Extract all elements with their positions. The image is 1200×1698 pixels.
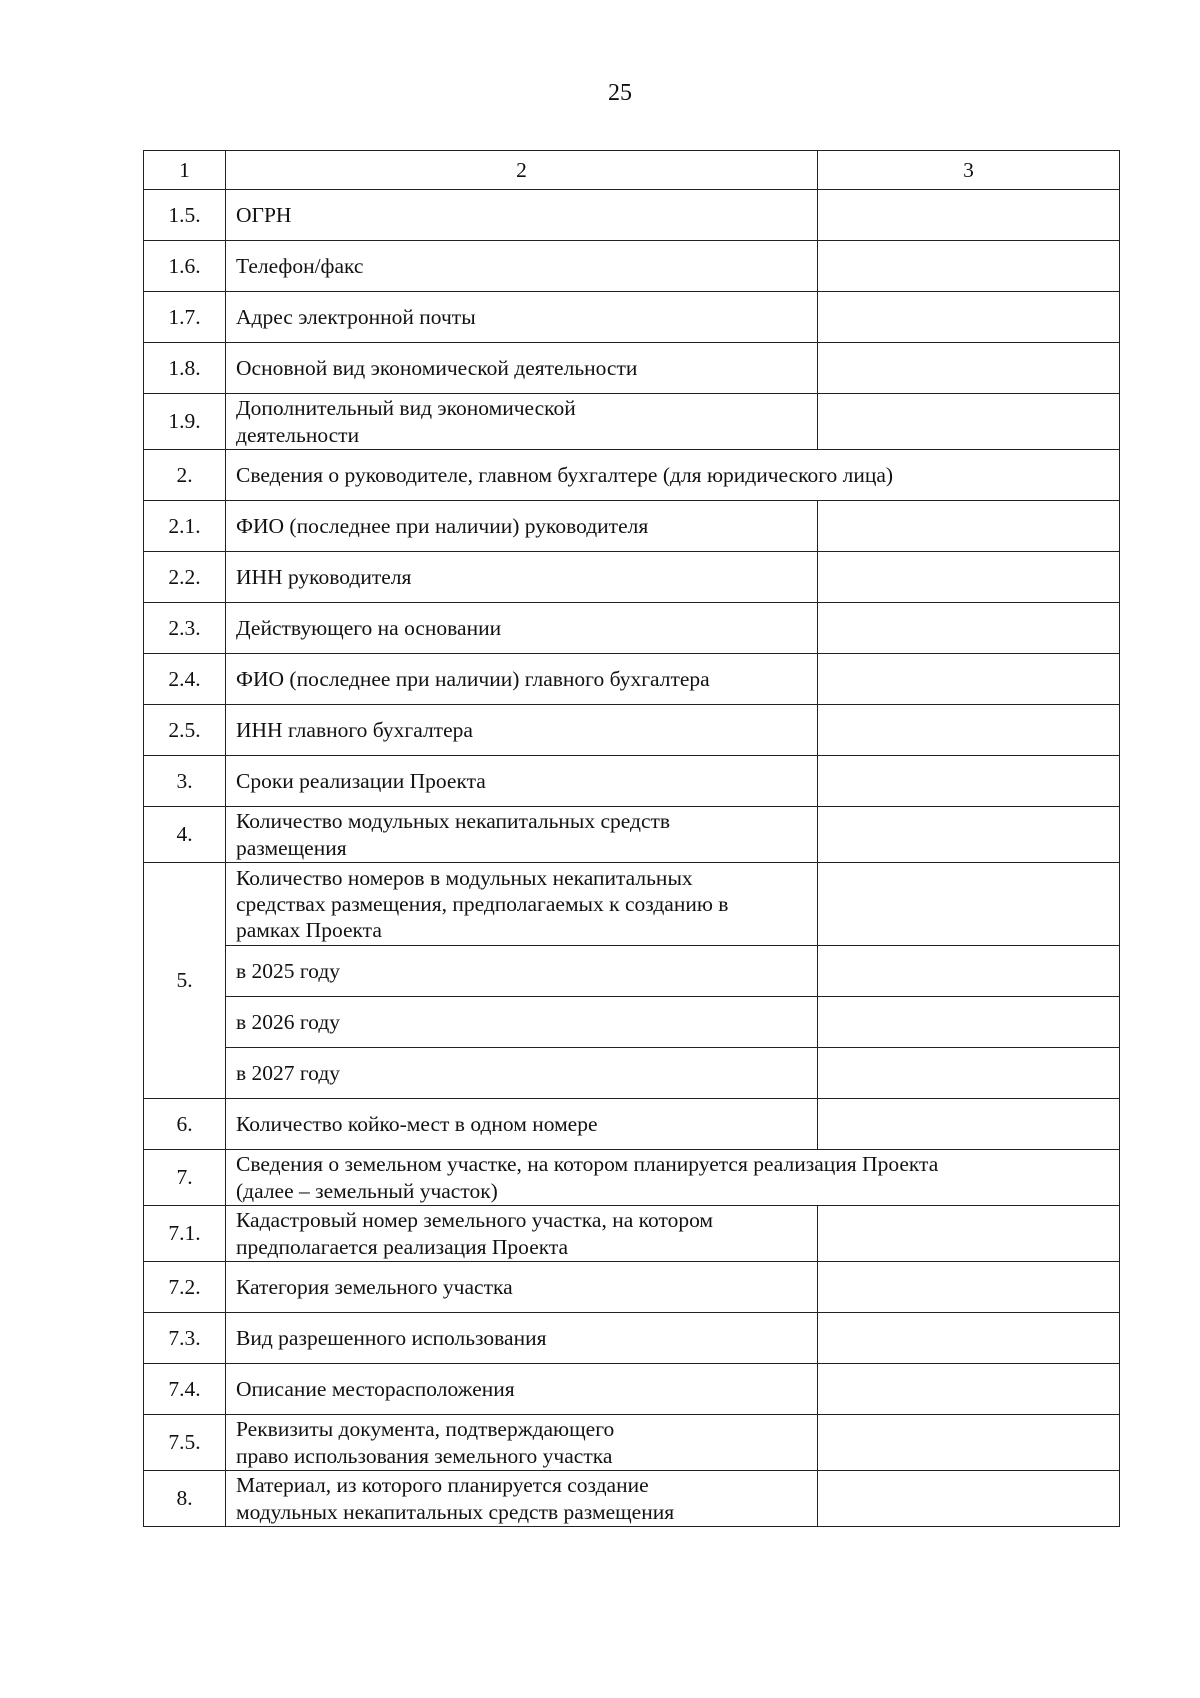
row-value-cell[interactable] bbox=[818, 997, 1120, 1048]
row-value-cell[interactable] bbox=[818, 501, 1120, 552]
row-number: 1.8. bbox=[144, 343, 226, 394]
row-value-cell[interactable] bbox=[818, 603, 1120, 654]
row-label: в 2026 году bbox=[226, 997, 818, 1048]
application-form-table bbox=[143, 150, 1120, 1527]
table-row bbox=[144, 756, 1120, 807]
row-number: 1.6. bbox=[144, 241, 226, 292]
row-number: 2.5. bbox=[144, 705, 226, 756]
row-value-cell[interactable] bbox=[818, 241, 1120, 292]
row-value-cell[interactable] bbox=[818, 1262, 1120, 1313]
row-label: Действующего на основании bbox=[226, 603, 818, 654]
section-label: Сведения о руководителе, главном бухгалтере (для юридического лица) bbox=[226, 450, 1120, 501]
row-number: 2.3. bbox=[144, 603, 226, 654]
row-value-cell[interactable] bbox=[818, 190, 1120, 241]
table-row bbox=[144, 1415, 1120, 1471]
row-label: Количество модульных некапитальных средств размещения bbox=[226, 807, 818, 863]
row-value-cell[interactable] bbox=[818, 946, 1120, 997]
table-header-row bbox=[144, 151, 1120, 190]
table-subrow bbox=[144, 997, 1120, 1048]
row-number: 7.4. bbox=[144, 1364, 226, 1415]
table-row bbox=[144, 1364, 1120, 1415]
row-number: 7.5. bbox=[144, 1415, 226, 1471]
table-row bbox=[144, 241, 1120, 292]
header-cell-3: 3 bbox=[818, 151, 1120, 190]
row-label: Адрес электронной почты bbox=[226, 292, 818, 343]
table-row bbox=[144, 1313, 1120, 1364]
page-number: 25 bbox=[608, 80, 632, 106]
table-row bbox=[144, 807, 1120, 863]
table-row bbox=[144, 190, 1120, 241]
table-row bbox=[144, 1099, 1120, 1150]
row-number: 6. bbox=[144, 1099, 226, 1150]
table-row bbox=[144, 1262, 1120, 1313]
row-value-cell[interactable] bbox=[818, 1471, 1120, 1527]
row-label: ОГРН bbox=[226, 190, 818, 241]
row-label: Дополнительный вид экономической деятельности bbox=[226, 394, 818, 450]
table-subrow bbox=[144, 1048, 1120, 1099]
row-label: Реквизиты документа, подтверждающего право использования земельного участка bbox=[226, 1415, 818, 1471]
row-label: ИНН руководителя bbox=[226, 552, 818, 603]
row-value-cell[interactable] bbox=[818, 863, 1120, 946]
row-value-cell[interactable] bbox=[818, 705, 1120, 756]
section-label: Сведения о земельном участке, на котором планируется реализация Проекта (далее – земельный участок) bbox=[226, 1150, 1120, 1206]
row-label: Количество койко-мест в одном номере bbox=[226, 1099, 818, 1150]
row-number: 4. bbox=[144, 807, 226, 863]
row-value-cell[interactable] bbox=[818, 292, 1120, 343]
row-label: Сроки реализации Проекта bbox=[226, 756, 818, 807]
row-number: 2. bbox=[144, 450, 226, 501]
row-number: 2.1. bbox=[144, 501, 226, 552]
row-number: 1.9. bbox=[144, 394, 226, 450]
row-number: 7.2. bbox=[144, 1262, 226, 1313]
row-number: 2.4. bbox=[144, 654, 226, 705]
row-number: 5. bbox=[144, 863, 226, 1099]
table-row bbox=[144, 552, 1120, 603]
row-label: Категория земельного участка bbox=[226, 1262, 818, 1313]
row-label: в 2025 году bbox=[226, 946, 818, 997]
table-row bbox=[144, 705, 1120, 756]
row-number: 8. bbox=[144, 1471, 226, 1527]
row-label: Телефон/факс bbox=[226, 241, 818, 292]
table-row bbox=[144, 394, 1120, 450]
row-label: в 2027 году bbox=[226, 1048, 818, 1099]
row-label: Вид разрешенного использования bbox=[226, 1313, 818, 1364]
row-value-cell[interactable] bbox=[818, 1206, 1120, 1262]
row-value-cell[interactable] bbox=[818, 807, 1120, 863]
row-value-cell[interactable] bbox=[818, 1048, 1120, 1099]
table-row bbox=[144, 863, 1120, 946]
table-row bbox=[144, 343, 1120, 394]
row-value-cell[interactable] bbox=[818, 756, 1120, 807]
table-row bbox=[144, 654, 1120, 705]
row-number: 7. bbox=[144, 1150, 226, 1206]
table-row bbox=[144, 292, 1120, 343]
row-value-cell[interactable] bbox=[818, 1364, 1120, 1415]
table-row bbox=[144, 603, 1120, 654]
table-section-row bbox=[144, 1150, 1120, 1206]
row-number: 1.7. bbox=[144, 292, 226, 343]
row-number: 3. bbox=[144, 756, 226, 807]
row-value-cell[interactable] bbox=[818, 1415, 1120, 1471]
row-value-cell[interactable] bbox=[818, 654, 1120, 705]
row-label: ФИО (последнее при наличии) главного бухгалтера bbox=[226, 654, 818, 705]
row-value-cell[interactable] bbox=[818, 552, 1120, 603]
row-label: Основной вид экономической деятельности bbox=[226, 343, 818, 394]
row-value-cell[interactable] bbox=[818, 343, 1120, 394]
row-number: 7.1. bbox=[144, 1206, 226, 1262]
row-number: 2.2. bbox=[144, 552, 226, 603]
row-label: Описание месторасположения bbox=[226, 1364, 818, 1415]
table-section-row bbox=[144, 450, 1120, 501]
header-cell-2: 2 bbox=[226, 151, 818, 190]
table-row bbox=[144, 501, 1120, 552]
row-label: ФИО (последнее при наличии) руководителя bbox=[226, 501, 818, 552]
row-number: 7.3. bbox=[144, 1313, 226, 1364]
row-label: Количество номеров в модульных некапитальных средствах размещения, предполагаемых к созданию в рамках Проекта bbox=[226, 863, 818, 946]
row-value-cell[interactable] bbox=[818, 1313, 1120, 1364]
row-value-cell[interactable] bbox=[818, 1099, 1120, 1150]
row-value-cell[interactable] bbox=[818, 394, 1120, 450]
row-label: ИНН главного бухгалтера bbox=[226, 705, 818, 756]
header-cell-1: 1 bbox=[144, 151, 226, 190]
row-label: Материал, из которого планируется создание модульных некапитальных средств размещения bbox=[226, 1471, 818, 1527]
table-subrow bbox=[144, 946, 1120, 997]
row-number: 1.5. bbox=[144, 190, 226, 241]
table-row bbox=[144, 1471, 1120, 1527]
table-row bbox=[144, 1206, 1120, 1262]
row-label: Кадастровый номер земельного участка, на котором предполагается реализация Проекта bbox=[226, 1206, 818, 1262]
